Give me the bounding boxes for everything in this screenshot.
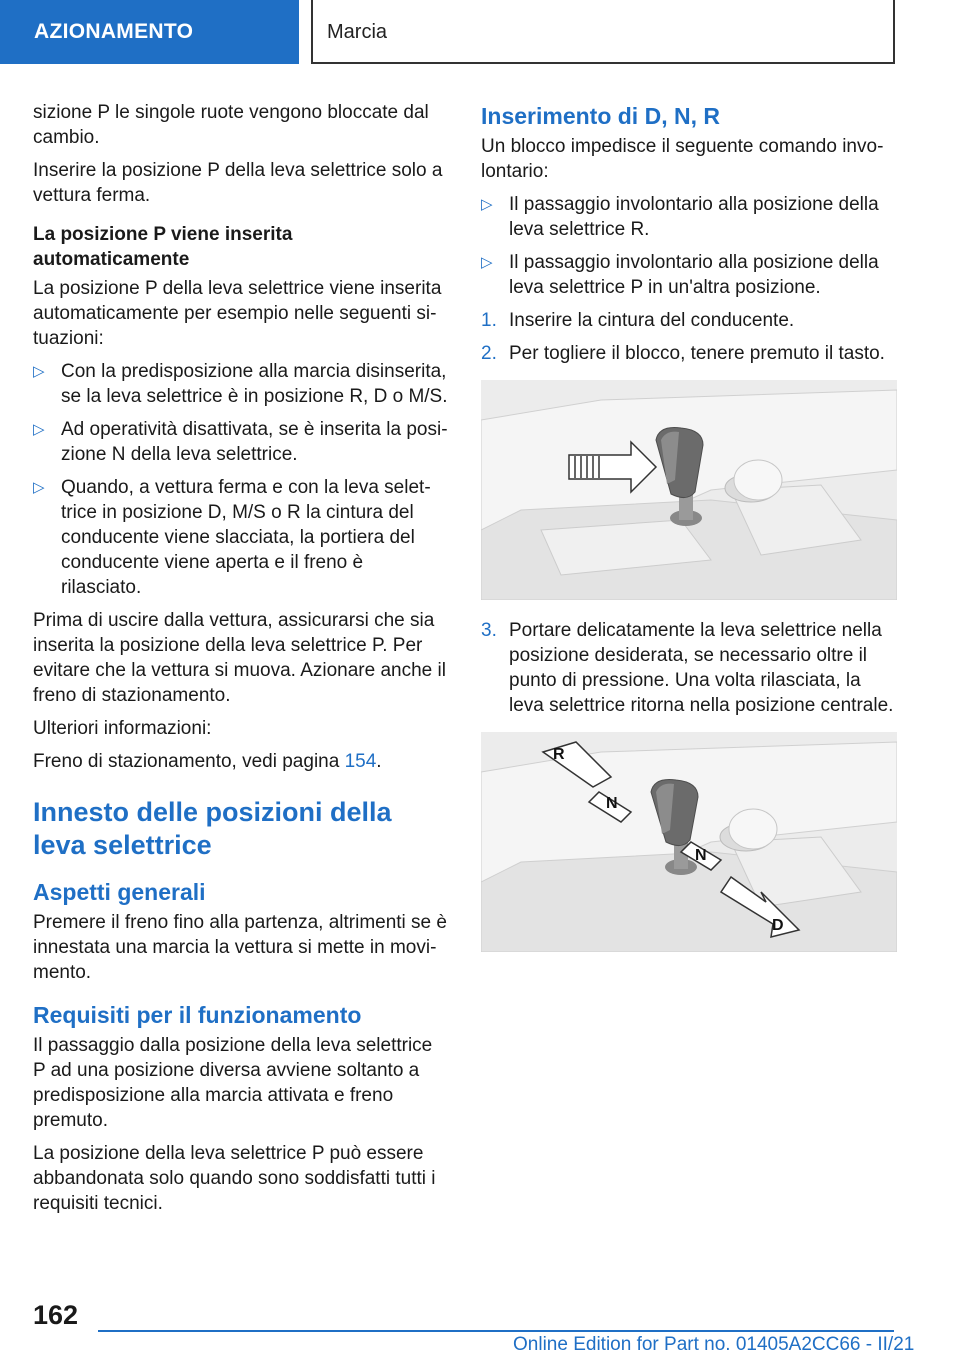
subsection-heading: Aspetti generali: [33, 879, 206, 905]
footer-divider: [98, 1330, 894, 1332]
paragraph: La posizione P della leva selettrice viene inserita automaticamente per esempio nelle seguenti situazioni:: [33, 278, 442, 349]
gear-selector-unlock-illustration: [481, 380, 897, 600]
section-tab: AZIONAMENTO: [0, 0, 299, 64]
list-item: [481, 250, 896, 300]
step-text: Portare delicatamente la leva selettrice nella posizione desiderata, se necessario oltre il punto di pressione. Una volta rilasciata, la leva selettrice ritorna nella posizione centrale.: [509, 620, 894, 716]
illustration-svg: [481, 380, 897, 600]
position-label-n-upper: N: [606, 795, 618, 812]
position-label-r: R: [553, 746, 565, 763]
triangle-bullet-icon: ▷: [33, 363, 45, 380]
position-label-n-lower: N: [695, 847, 707, 864]
list-item: [481, 192, 896, 242]
right-column: [481, 100, 896, 970]
paragraph: [33, 749, 448, 774]
step-text: Inserire la cintura del conducente.: [509, 310, 795, 331]
gear-selector-positions-illustration: [481, 732, 897, 952]
subsection-heading: Requisiti per il funzionamento: [33, 1002, 362, 1028]
page-number: 162: [33, 1300, 79, 1330]
illustration-svg: [481, 732, 897, 952]
subheading: La posizione P viene inserita automaticamente: [33, 224, 293, 270]
paragraph: Inserire la posizione P della leva selettrice solo a vettura ferma.: [33, 160, 443, 206]
paragraph: Ulteriori informazioni:: [33, 718, 212, 739]
step-item: [481, 308, 896, 333]
left-column: [33, 100, 448, 1224]
triangle-bullet-icon: ▷: [481, 196, 493, 213]
subsection-heading: Inserimento di D, N, R: [481, 103, 720, 129]
list-item-text: Quando, a vettura ferma e con la leva selettrice in posizione D, M/S o R la cintura del conducente viene slacciata, la portiera del conducente viene aperta e il freno è rilasciato.: [61, 477, 431, 598]
paragraph: Il passaggio dalla posizione della leva selettrice P ad una posizione diversa avviene soltanto a predisposizione alla marcia attivata e freno premuto.: [33, 1035, 433, 1131]
list-item-text: Il passaggio involontario alla posizione della leva selettrice P in un'altra posizione.: [509, 252, 879, 298]
list-item-text: Il passaggio involontario alla posizione della leva selettrice R.: [509, 194, 879, 240]
list-item-text: Ad operatività disattivata, se è inserita la posizione N della leva selettrice.: [61, 419, 448, 465]
list-item: [33, 359, 448, 409]
step-number: 2.: [481, 343, 497, 364]
paragraph: Prima di uscire dalla vettura, assicurarsi che sia inserita la posizione della leva selettrice P. Per evitare che la vettura si muova. Azionare anche il freno di stazionamento.: [33, 610, 446, 706]
reference-text: Freno di stazionamento, vedi pagina: [33, 751, 345, 772]
edition-text: Online Edition for Part no. 01405A2CC66 - II/21: [513, 1334, 915, 1355]
step-item: [481, 341, 896, 366]
paragraph: sizione P le singole ruote vengono bloccate dal cambio.: [33, 102, 429, 148]
triangle-bullet-icon: ▷: [33, 479, 45, 496]
triangle-bullet-icon: ▷: [33, 421, 45, 438]
paragraph: La posizione della leva selettrice P può essere abbandonata solo quando sono soddisfatti tutti i requisiti tecnici.: [33, 1143, 436, 1214]
list-item: [33, 475, 448, 600]
reference-end: .: [376, 751, 382, 772]
page-link[interactable]: 154: [344, 751, 377, 772]
step-item: [481, 618, 896, 718]
step-text: Per togliere il blocco, tenere premuto il tasto.: [509, 343, 885, 364]
section-heading: Innesto delle posizioni della leva selettrice: [33, 797, 392, 860]
list-item-text: Con la predisposizione alla marcia disinserita, se la leva selettrice è in posizione R, D o M/S.: [61, 361, 448, 407]
paragraph: Un blocco impedisce il seguente comando involontario:: [481, 136, 884, 182]
triangle-bullet-icon: ▷: [481, 254, 493, 271]
page-title: Marcia: [311, 0, 895, 64]
list-item: [33, 417, 448, 467]
step-number: 1.: [481, 310, 497, 331]
step-number: 3.: [481, 620, 497, 641]
position-label-d: D: [772, 917, 784, 934]
paragraph: Premere il freno fino alla partenza, altrimenti se è innestata una marcia la vettura si mette in movimento.: [33, 912, 447, 983]
